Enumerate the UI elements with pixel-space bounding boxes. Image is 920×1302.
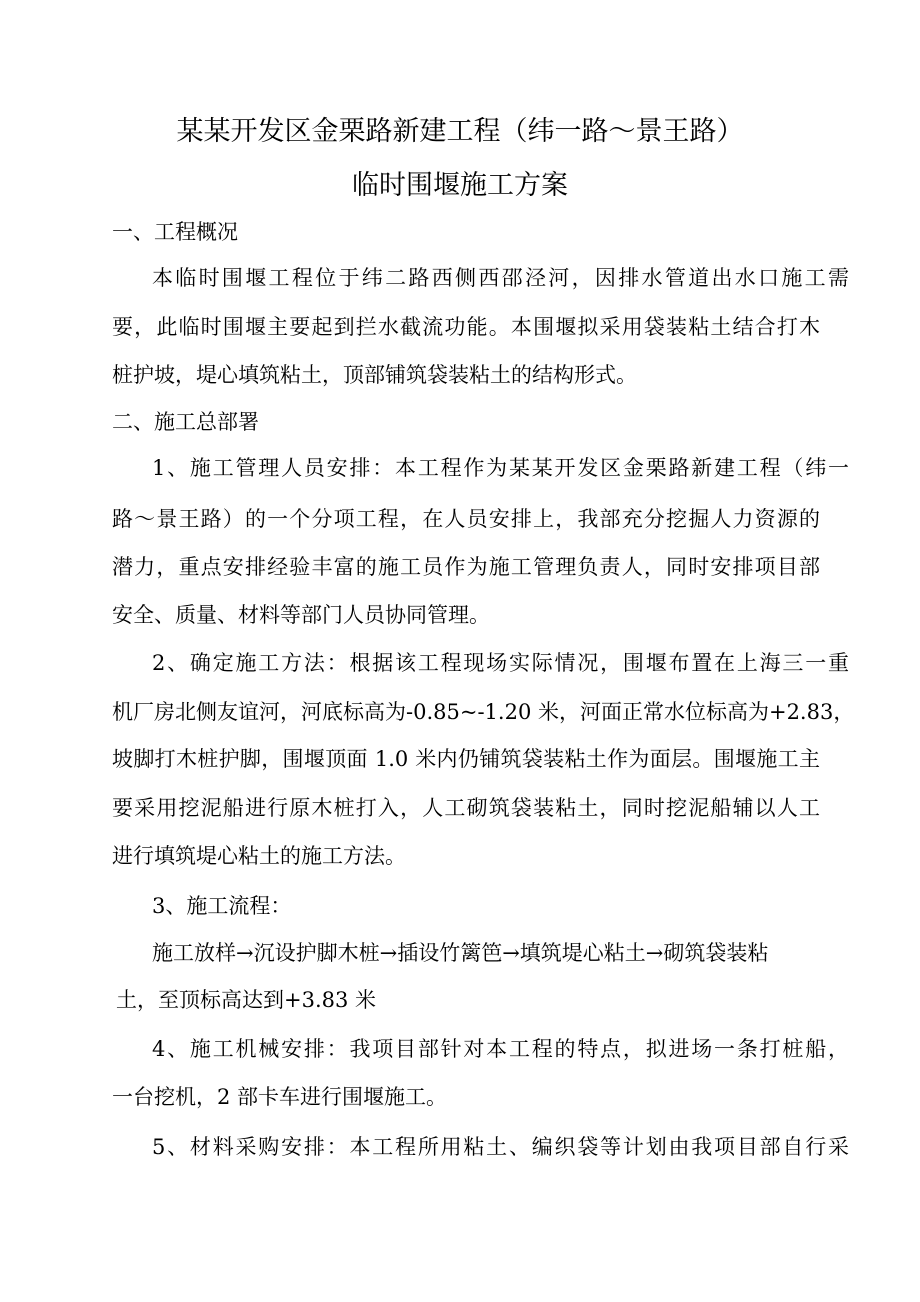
staffing-line-2: 路～景王路）的一个分项工程，在人员安排上，我部充分挖掘人力资源的 (112, 507, 820, 531)
method-line-4: 要采用挖泥船进行原木桩打入，人工砌筑袋装粘土，同时挖泥船辅以人工 (112, 796, 820, 820)
overview-line-2: 要，此临时围堰主要起到拦水截流功能。本围堰拟采用袋装粘土结合打木 (112, 315, 820, 339)
method-line-5: 进行填筑堤心粘土的施工方法。 (112, 844, 406, 868)
staffing-line-1: 1、施工管理人员安排：本工程作为某某开发区金栗路新建工程（纬一 (152, 456, 849, 480)
staffing-line-4: 安全、质量、材料等部门人员协同管理。 (112, 603, 490, 627)
process-heading: 3、施工流程： (152, 894, 292, 918)
process-flow-line-2: 土，至顶标高达到+3.83 米 (116, 988, 377, 1012)
method-line-2: 机厂房北侧友谊河，河底标高为-0.85~-1.20 米，河面正常水位标高为+2.83， (112, 700, 855, 724)
document-title-line-1: 某某开发区金栗路新建工程（纬一路～景王路） (176, 116, 744, 147)
staffing-line-3: 潜力，重点安排经验丰富的施工员作为施工管理负责人，同时安排项目部 (112, 555, 820, 579)
document-title-line-2: 临时围堰施工方案 (352, 170, 568, 201)
process-flow-line-1: 施工放样→沉设护脚木桩→插设竹篱笆→填筑堤心粘土→砌筑袋装粘 (152, 941, 769, 965)
machinery-line-1: 4、施工机械安排：我项目部针对本工程的特点，拟进场一条打桩船， (152, 1037, 849, 1061)
machinery-line-2: 一台挖机，2 部卡车进行围堰施工。 (112, 1085, 448, 1109)
section-heading-deployment: 二、施工总部署 (112, 410, 259, 434)
materials-line-1: 5、材料采购安排：本工程所用粘土、编织袋等计划由我项目部自行采 (152, 1135, 849, 1159)
overview-line-3: 桩护坡，堤心填筑粘土，顶部铺筑袋装粘土的结构形式。 (112, 363, 637, 387)
section-heading-overview: 一、工程概况 (112, 220, 238, 244)
overview-line-1: 本临时围堰工程位于纬二路西侧西邵泾河，因排水管道出水口施工需 (152, 266, 849, 290)
method-line-1: 2、确定施工方法：根据该工程现场实际情况，围堰布置在上海三一重 (152, 651, 849, 675)
method-line-3: 坡脚打木桩护脚，围堰顶面 1.0 米内仍铺筑袋装粘土作为面层。围堰施工主 (112, 747, 820, 771)
